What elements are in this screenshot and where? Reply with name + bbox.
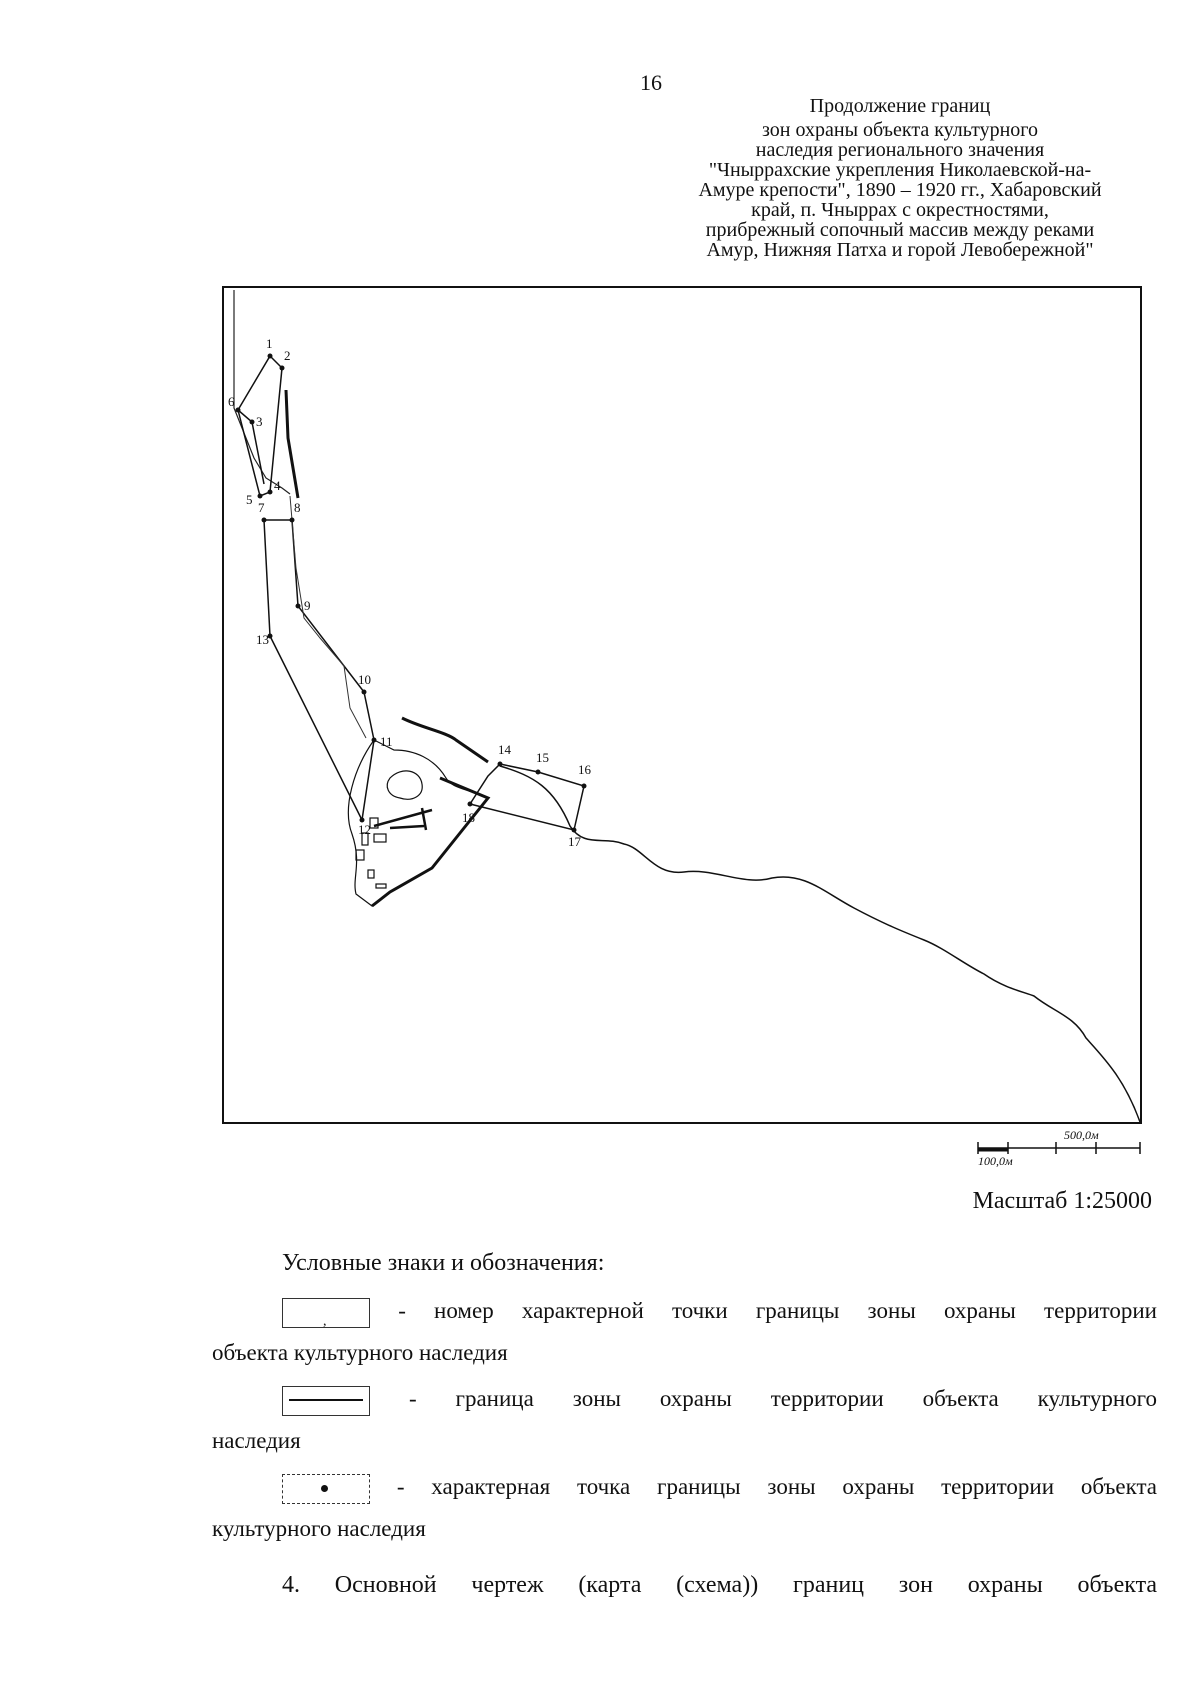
boundary-point-label: 1 [266, 336, 273, 351]
legend-item-boundary-line [212, 1378, 1157, 1462]
boundary-point-marker [236, 408, 241, 413]
section-heading-4: 4. Основной чертеж (карта (схема)) границ зон охраны объекта [282, 1572, 1157, 1598]
boundary-point-marker [362, 690, 367, 695]
boundary-point-marker [468, 802, 473, 807]
heading-line: "Чныррахские укрепления Николаевской-на- [708, 159, 1092, 181]
boundary-point-label: 3 [256, 414, 263, 429]
boundary-line-swatch-icon [282, 1386, 370, 1416]
boundary-point-label: 10 [358, 672, 371, 687]
legend-item-point-number [212, 1290, 1157, 1374]
boundary-point-label: 11 [380, 734, 393, 749]
boundary-point-marker [262, 518, 267, 523]
heading-line: прибрежный сопочный массив между реками [705, 219, 1095, 241]
legend-item-text: - граница зоны охраны территории объекта культурного [408, 1386, 1158, 1411]
river-bank-north [286, 390, 298, 498]
boundary-point-swatch-icon [282, 1474, 370, 1504]
boundary-point-marker [268, 490, 273, 495]
heading-line: зон охраны объекта культурного [762, 119, 1038, 141]
boundary-point-label: 2 [284, 348, 291, 363]
legend-item-continuation: наследия [212, 1428, 301, 1453]
page-number: 16 [640, 70, 662, 95]
river-line [500, 766, 1140, 1122]
boundary-point-marker [582, 784, 587, 789]
boundary-point-label: 7 [258, 500, 265, 515]
heading-line: Продолжение границ [809, 95, 991, 117]
boundary-point-marker [268, 354, 273, 359]
scale-minor-label: 100,0м [978, 1154, 1013, 1168]
legend-title: Условные знаки и обозначения: [282, 1250, 605, 1276]
scale-text: Масштаб 1:25000 [972, 1188, 1152, 1214]
boundary-point-label: 6 [228, 394, 235, 409]
boundary-point-marker [290, 518, 295, 523]
boundary-point-label: 12 [358, 822, 371, 837]
boundary-point-marker [572, 828, 577, 833]
document-heading [640, 96, 1160, 260]
boundary-point-marker [536, 770, 541, 775]
boundary-point-marker [258, 494, 263, 499]
legend-item-continuation: культурного наследия [212, 1516, 426, 1541]
point-number-swatch-icon: , [282, 1298, 370, 1328]
boundary-map [224, 288, 1140, 1122]
boundary-point-marker [250, 420, 255, 425]
boundary-point-marker [296, 604, 301, 609]
heading-line: Амуре крепости", 1890 – 1920 гг., Хабаровский [698, 179, 1102, 201]
heading-line: Амур, Нижняя Патха и горой Левобережной" [706, 239, 1094, 261]
boundary-point-marker [372, 738, 377, 743]
boundary-point-label: 14 [498, 742, 511, 757]
boundary-point-label: 5 [246, 492, 253, 507]
zone-boundary-corridor [264, 520, 374, 820]
boundary-point-label: 16 [578, 762, 591, 777]
boundary-point-label: 15 [536, 750, 549, 765]
boundary-point-marker [280, 366, 285, 371]
boundary-point-label: 8 [294, 500, 301, 515]
heading-line: наследия регионального значения [755, 139, 1045, 161]
boundary-point-label: 17 [568, 834, 581, 849]
river-line [290, 496, 366, 738]
legend-item-continuation: объекта культурного наследия [212, 1340, 508, 1365]
scale-bar [968, 1128, 1148, 1168]
boundary-point-marker [498, 762, 503, 767]
boundary-point-label: 4 [274, 478, 281, 493]
heading-line: край, п. Чныррах с окрестностями, [751, 199, 1049, 221]
settlement-boundary [372, 778, 488, 906]
legend-item-text: - характерная точка границы зоны охраны территории объекта [396, 1474, 1158, 1499]
river-line [234, 290, 290, 494]
shoreline-arc [402, 718, 488, 762]
boundary-point-label: 13 [256, 632, 269, 647]
legend-item-boundary-point [212, 1466, 1157, 1550]
boundary-point-label: 18 [462, 810, 475, 825]
boundary-points [228, 336, 592, 849]
map-frame [222, 286, 1142, 1124]
scale-major-label: 500,0м [1064, 1128, 1099, 1142]
boundary-point-label: 9 [304, 598, 311, 613]
lake [387, 771, 422, 799]
legend-item-text: - номер характерной точки границы зоны охраны территории [398, 1298, 1157, 1323]
